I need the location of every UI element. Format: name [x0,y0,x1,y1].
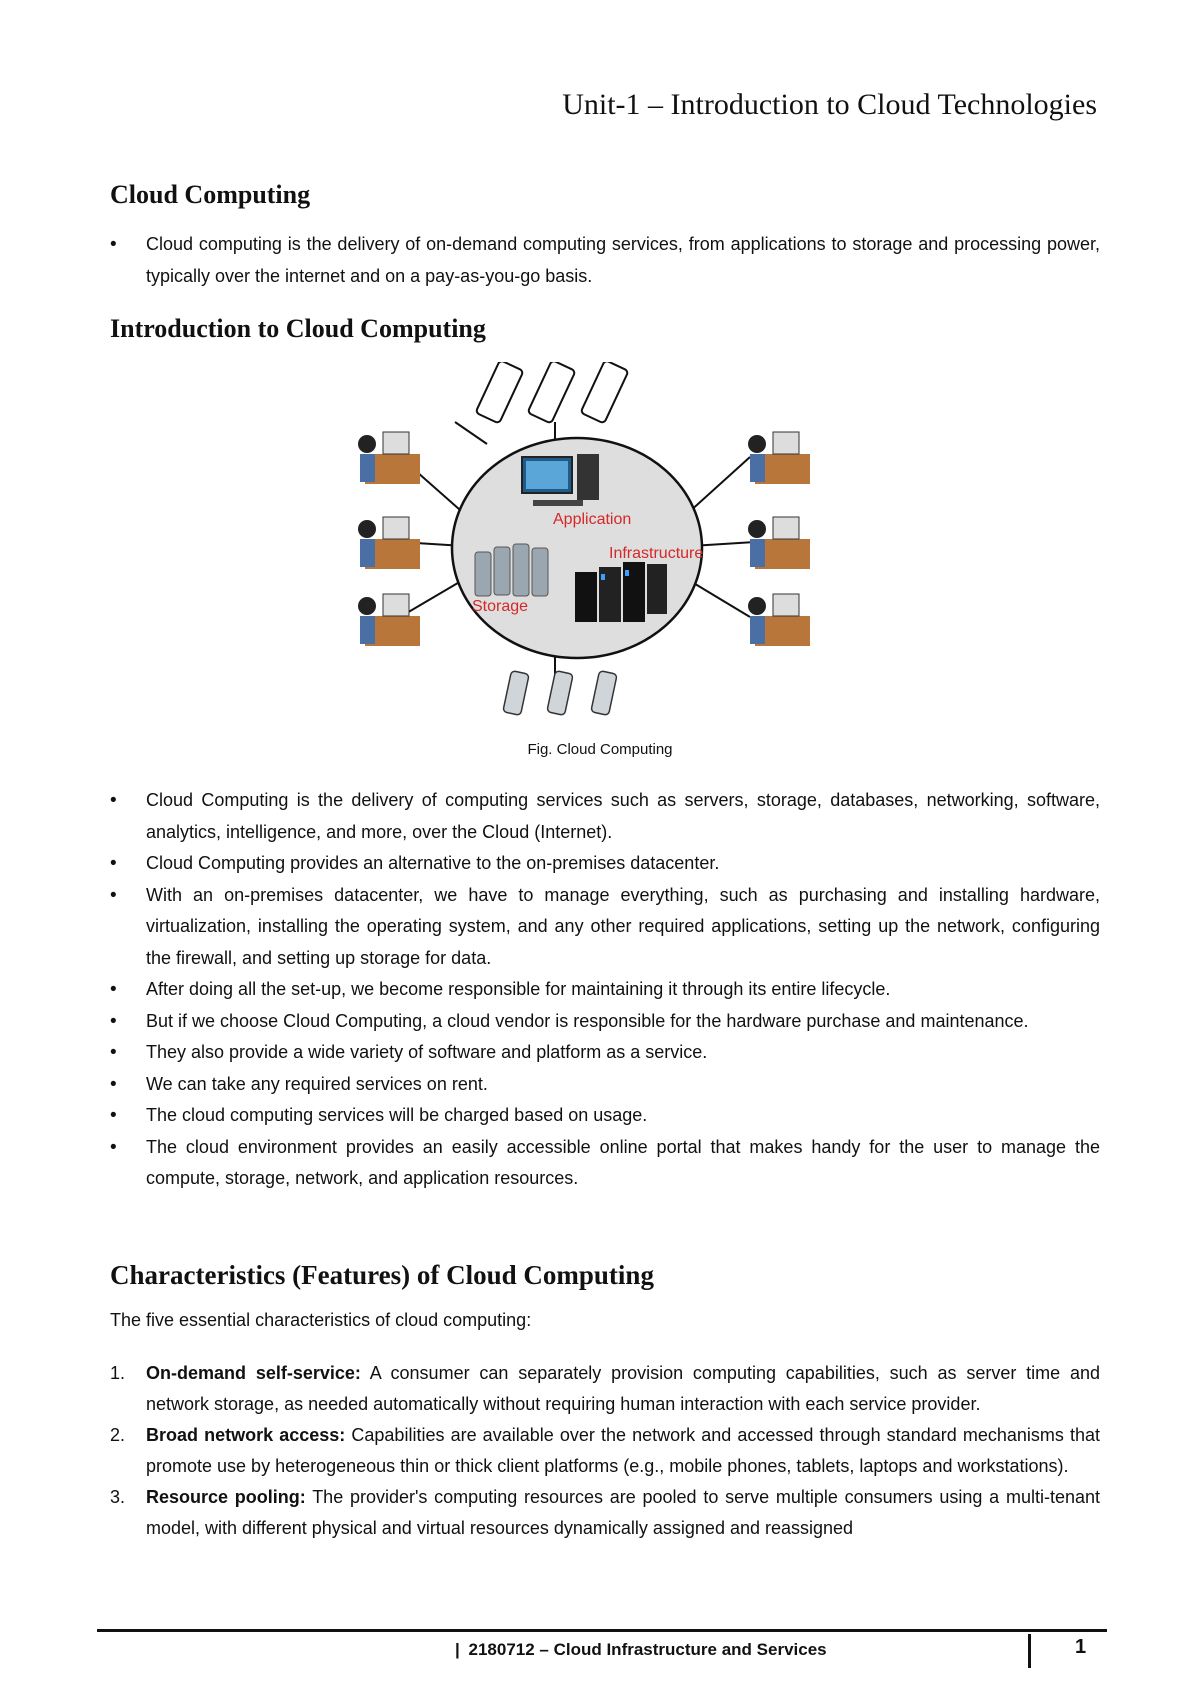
user-workstation-icon [748,432,810,484]
list-text: A consumer can separately provision computing capabilities, such as server time and network storage, as needed automatically without requiring human interaction with each service provider. [146,1363,1100,1414]
list-item: • We can take any required services on rent. [110,1069,1100,1101]
list-term: Resource pooling: [146,1487,306,1507]
section-heading-characteristics: Characteristics (Features) of Cloud Computing [110,1260,654,1290]
footer-bar: | [455,1640,460,1659]
user-workstation-icon [748,594,810,646]
numbered-list-characteristics [110,1358,1100,1544]
list-item: • But if we choose Cloud Computing, a cloud vendor is responsible for the hardware purchase and maintenance. [110,1006,1100,1038]
user-workstation-icon [358,594,420,646]
label-infrastructure: Infrastructure [609,545,704,562]
bullet-list-introduction [110,785,1100,1195]
cloud-computing-figure [355,362,855,722]
footer-divider [97,1629,1107,1632]
list-term: On-demand self-service: [146,1363,361,1383]
list-text: The provider's computing resources are pooled to serve multiple consumers using a multi-tenant model, with different physical and virtual resources dynamically assigned and reassigned [146,1487,1100,1538]
footer-separator [1028,1634,1031,1668]
figure-caption: Fig. Cloud Computing [527,741,673,758]
list-number: 2. [110,1425,126,1445]
list-item: • Cloud computing is the delivery of on-demand computing services, from applications to storage and processing power, typically over the internet and on a pay-as-you-go basis. [110,229,1100,292]
list-term: Broad network access: [146,1425,346,1445]
list-item [110,1420,1100,1482]
footer-course [455,1640,827,1660]
section-heading-cloud-computing: Cloud Computing [110,180,311,209]
tablet-icon [475,362,523,424]
mobile-phone-icon [503,671,617,716]
list-item: • The cloud environment provides an easily accessible online portal that makes handy for the user to manage the compute, storage, network, and application resources. [110,1132,1100,1195]
footer-course-title: 2180712 – Cloud Infrastructure and Services [468,1640,827,1659]
user-workstation-icon [358,432,420,484]
list-item: • After doing all the set-up, we become responsible for maintaining it through its entire lifecycle. [110,974,1100,1006]
user-workstation-icon [748,517,810,569]
section-heading-introduction: Introduction to Cloud Computing [110,314,486,343]
characteristics-intro: The five essential characteristics of cloud computing: [110,1310,532,1330]
list-item: • The cloud computing services will be charged based on usage. [110,1100,1100,1132]
tablet-icon [580,362,628,424]
bullet-list-definition [110,229,1100,292]
list-item [110,1482,1100,1544]
list-text: Capabilities are available over the network and accessed through standard mechanisms that promote use by heterogeneous thin or thick client platforms (e.g., mobile phones, tablets, laptops and workstations). [146,1425,1101,1476]
user-workstation-icon [358,517,420,569]
list-number: 3. [110,1487,126,1507]
label-storage: Storage [472,598,529,615]
page-number: 1 [1075,1636,1087,1658]
list-item: • Cloud Computing is the delivery of computing services such as servers, storage, databases, networking, software, analytics, intelligence, and more, over the Cloud (Internet). [110,785,1100,848]
unit-title: Unit-1 – Introduction to Cloud Technologies [562,88,1097,121]
list-item [110,1358,1100,1420]
label-application: Application [553,511,632,528]
list-item: • They also provide a wide variety of software and platform as a service. [110,1037,1100,1069]
cloud-diagram [355,362,855,722]
tablet-icon [527,362,575,424]
list-item: • With an on-premises datacenter, we have to manage everything, such as purchasing and installing hardware, virtualization, installing the operating system, and any other required applications, setting up the network, configuring the firewall, and setting up storage for data. [110,880,1100,975]
list-number: 1. [110,1363,126,1383]
list-item: • Cloud Computing provides an alternative to the on-premises datacenter. [110,848,1100,880]
